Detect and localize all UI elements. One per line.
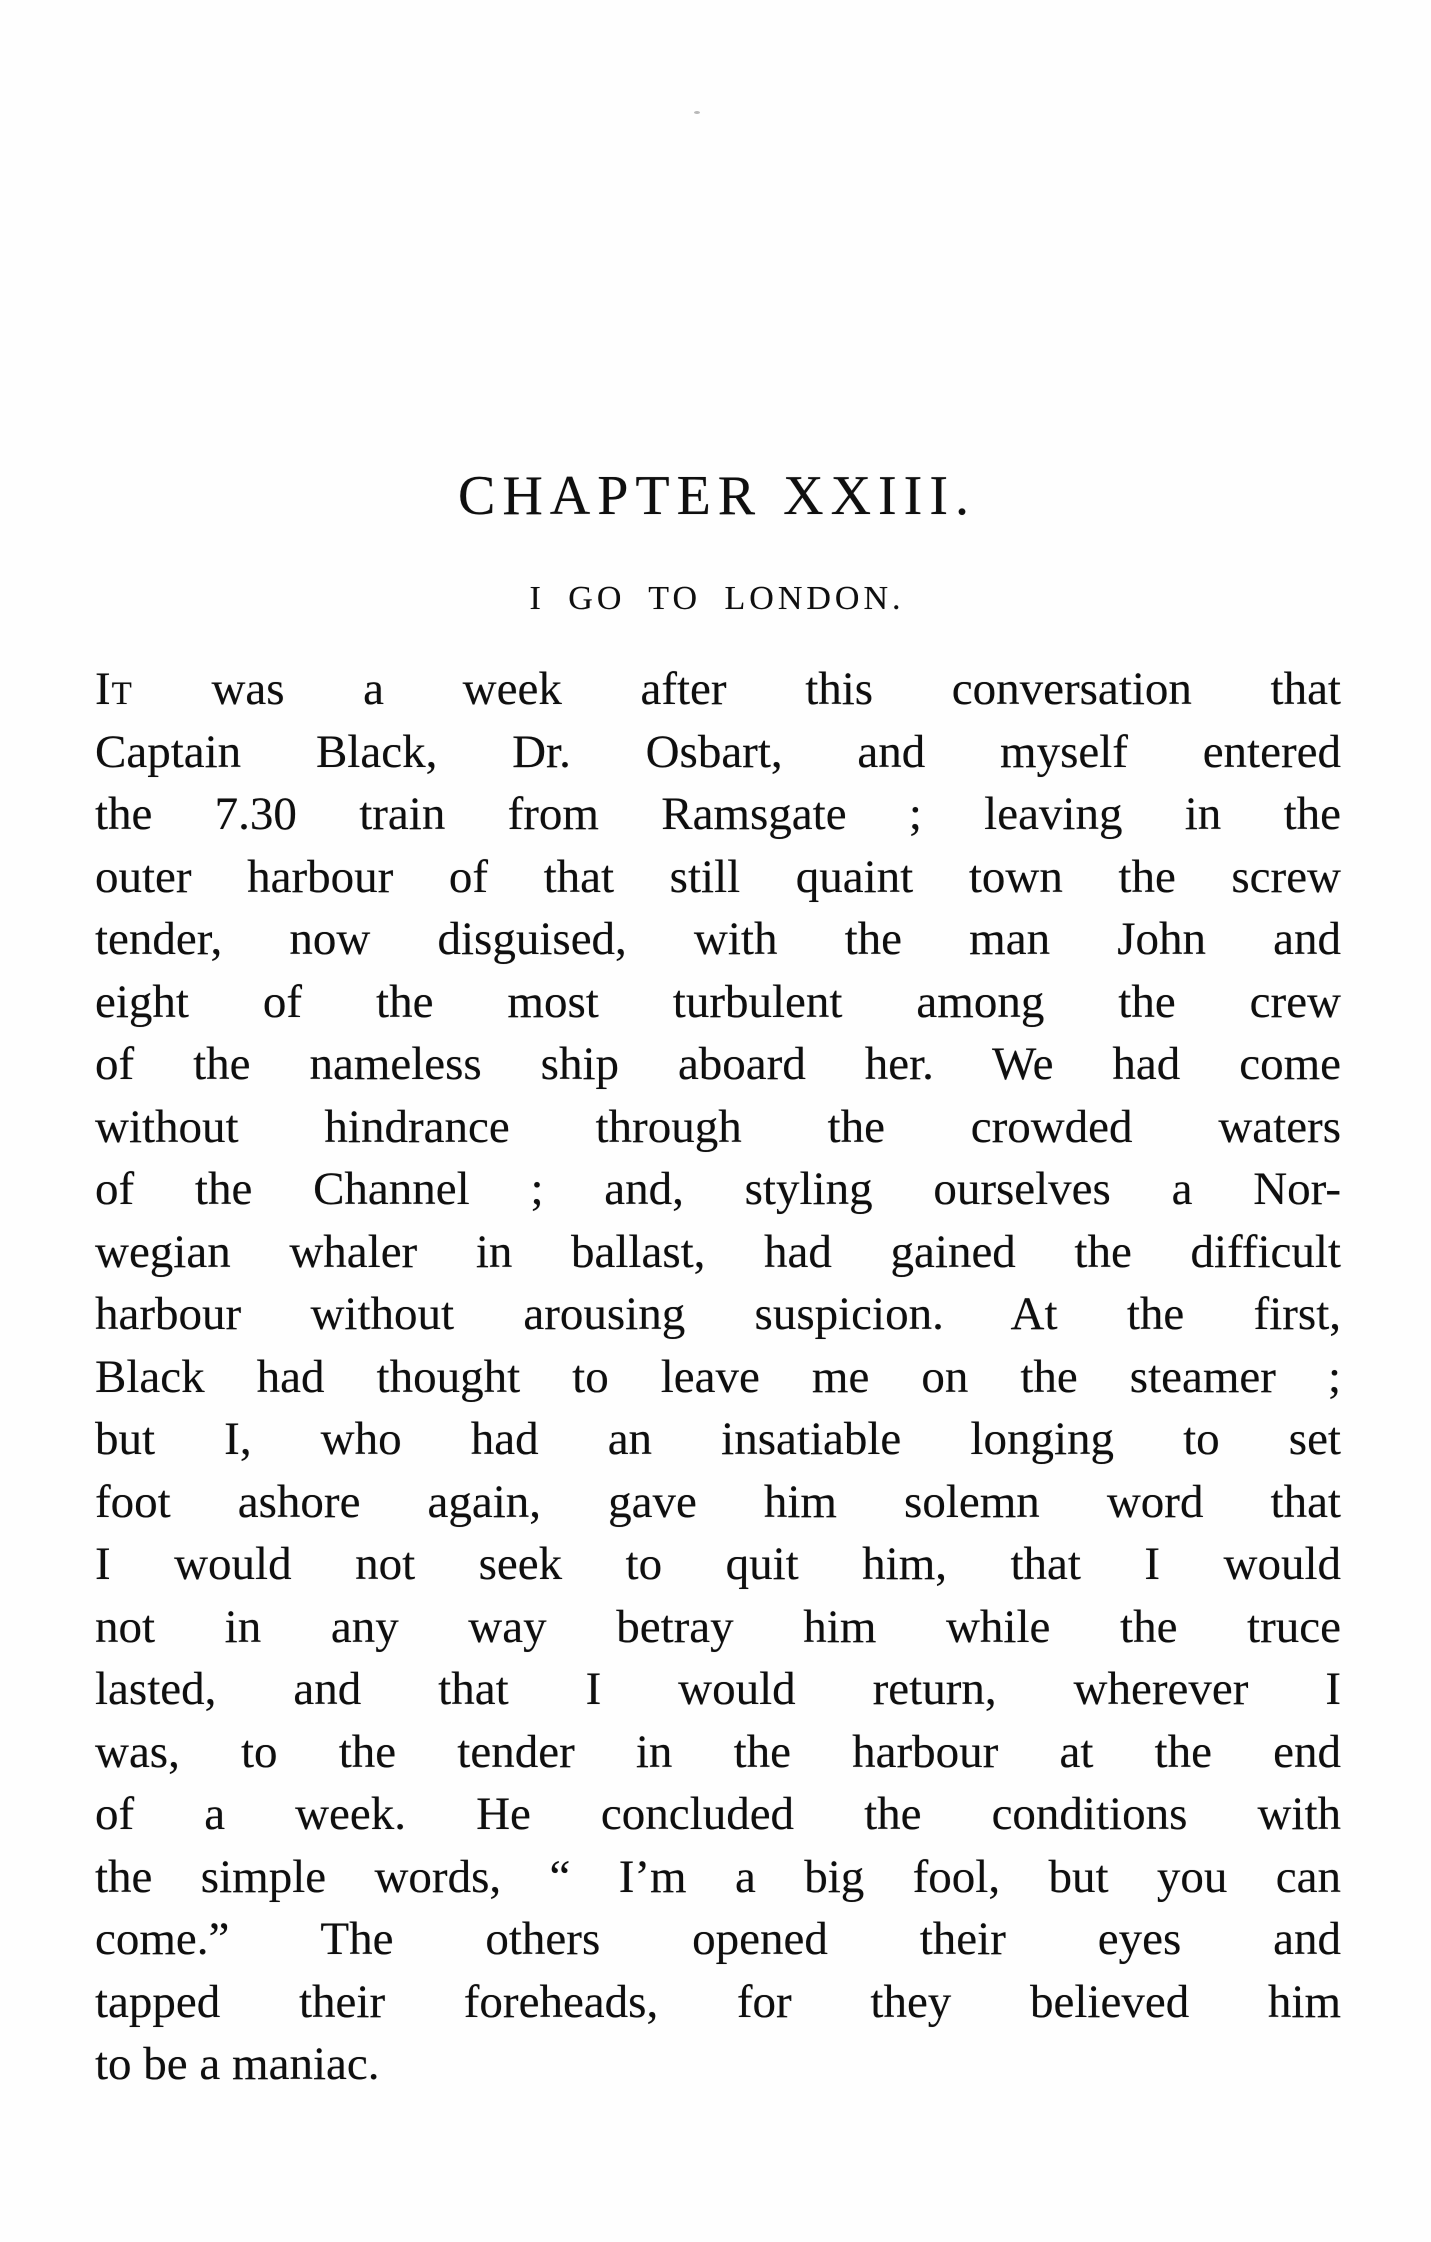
text-line: of a week. He concluded the conditions with (95, 1788, 1341, 1840)
text-line: Captain Black, Dr. Osbart, and myself entered (95, 725, 1341, 778)
text-line: the simple words, “ I’m a big fool, but you can (95, 1850, 1341, 1903)
scan-speck (694, 111, 700, 114)
text-line: to be a maniac. (95, 2038, 380, 2090)
text-line: It was a week after this conversation that (95, 663, 1341, 715)
text-line: of the nameless ship aboard her. We had come (95, 1038, 1341, 1090)
text-line: the 7.30 train from Ramsgate ; leaving in the (95, 788, 1341, 840)
text-line: foot ashore again, gave him solemn word that (95, 1475, 1341, 1528)
chapter-heading: CHAPTER XXIII. (458, 465, 976, 527)
text-line: I would not seek to quit him, that I would (95, 1538, 1341, 1590)
text-line: not in any way betray him while the truce (95, 1600, 1341, 1653)
text-line: Black had thought to leave me on the steamer ; (95, 1350, 1341, 1403)
text-line: come.” The others opened their eyes and (95, 1913, 1341, 1965)
text-line: without hindrance through the crowded waters (95, 1100, 1341, 1153)
text-line: tapped their foreheads, for they believed him (95, 1975, 1341, 2028)
text-line: lasted, and that I would return, wherever I (95, 1663, 1341, 1715)
text-line: was, to the tender in the harbour at the end (95, 1725, 1341, 1778)
text-line: but I, who had an insatiable longing to set (95, 1413, 1341, 1465)
lead-word: It (95, 663, 133, 715)
text-line: of the Channel ; and, styling ourselves a Nor- (95, 1163, 1341, 1215)
text-line: wegian whaler in ballast, had gained the difficult (95, 1225, 1341, 1278)
text-line: harbour without arousing suspicion. At the first, (95, 1288, 1341, 1340)
text-line: tender, now disguised, with the man John and (95, 913, 1341, 965)
paragraph (95, 658, 1341, 2096)
text-line: outer harbour of that still quaint town the screw (95, 850, 1341, 903)
text-line: eight of the most turbulent among the crew (95, 975, 1341, 1028)
chapter-subtitle: I GO TO LONDON. (529, 580, 905, 617)
